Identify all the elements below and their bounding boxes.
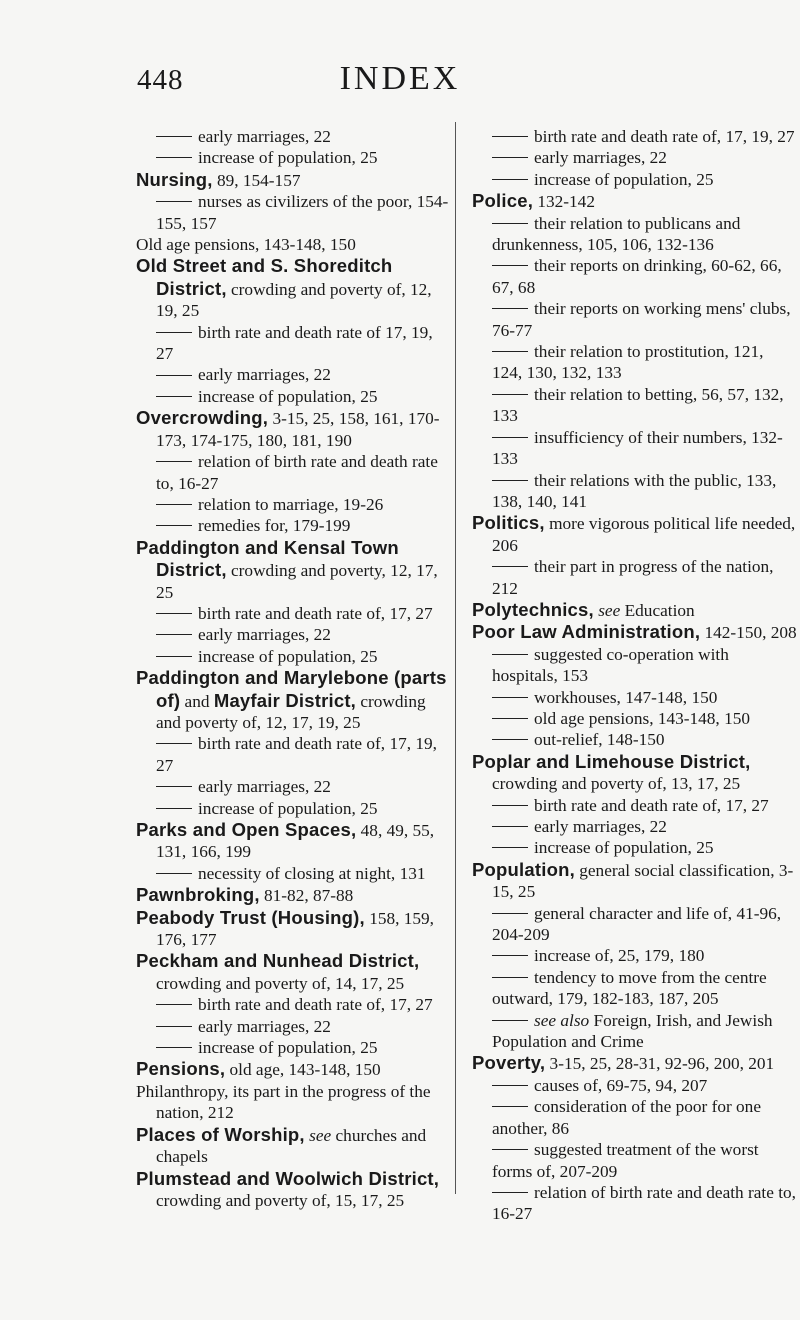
headword: Places of Worship, [136, 1123, 305, 1145]
index-subentry [136, 603, 454, 624]
index-entry-heading [136, 1058, 454, 1080]
index-subentry [472, 147, 797, 168]
subentry-text: birth rate and death rate of, 17, 27 [198, 603, 433, 623]
index-entry-heading [472, 751, 797, 795]
index-subentry [136, 646, 454, 667]
entry-text: crowding and poverty of, 13, 17, 25 [492, 774, 741, 794]
index-entry-heading [136, 169, 454, 191]
index-subentry [136, 624, 454, 645]
subentry-text: out-relief, 148-150 [534, 730, 665, 750]
entry-text: 3-15, 25, 28-31, 92-96, 200, 201 [545, 1054, 775, 1074]
entry-text: crowding and poverty of, 12, 19, 25 [156, 279, 432, 321]
index-subentry [472, 837, 797, 858]
subentry-text: increase of population, 25 [198, 148, 378, 168]
index-subentry [472, 1075, 797, 1096]
index-subentry [472, 556, 797, 599]
entry-text: 142-150, 208 [700, 623, 797, 643]
headword: Overcrowding, [136, 407, 269, 429]
ditto-dash [492, 697, 528, 698]
entry-text: churches and chapels [156, 1125, 427, 1167]
ditto-dash [156, 613, 192, 614]
ditto-dash [156, 375, 192, 376]
index-entry-heading [472, 621, 797, 643]
subentry-text: necessity of closing at night, 131 [198, 863, 426, 883]
subentry-text: birth rate and death rate of, 17, 19, 27 [534, 127, 795, 146]
entry-text: 89, 154-157 [212, 170, 301, 190]
ditto-dash [156, 1047, 192, 1048]
index-subentry [472, 816, 797, 837]
ditto-dash [492, 394, 528, 395]
ditto-dash [156, 136, 192, 137]
index-entry-heading [472, 190, 797, 212]
entry-text: and [180, 691, 214, 711]
subentry-text: tendency to move from the centre outward, 179, 182-183, 187, 205 [492, 967, 767, 1009]
see-text: see [309, 1125, 332, 1145]
headword: Politics, [472, 512, 545, 534]
subentry-text: birth rate and death rate of, 17, 27 [198, 995, 433, 1015]
index-subentry [136, 386, 454, 407]
index-subentry [472, 1096, 797, 1139]
headword: Poplar and Limehouse District, [472, 750, 751, 772]
index-entry-heading [136, 950, 454, 994]
headword: Polytechnics, [472, 598, 594, 620]
subentry-text: consideration of the poor for one another, 86 [492, 1097, 761, 1138]
subentry-text: insufficiency of their numbers, 132-133 [492, 427, 783, 469]
index-subentry [136, 147, 454, 168]
page-title: INDEX [339, 60, 461, 97]
ditto-dash [492, 826, 528, 827]
headword: Mayfair District, [213, 689, 357, 711]
entry-text: crowding and poverty of, 15, 17, 25 [156, 1190, 405, 1210]
subentry-text: their relation to betting, 56, 57, 132, 133 [492, 384, 784, 426]
entry-text: more vigorous political life needed, 206 [492, 514, 796, 555]
subentry-text: increase of population, 25 [534, 169, 714, 189]
entry-text: 48, 49, 55, 131, 166, 199 [156, 821, 435, 862]
ditto-dash [156, 1004, 192, 1005]
index-entry-heading [472, 512, 797, 556]
index-subentry [136, 994, 454, 1015]
headword: Peabody Trust (Housing), [136, 906, 365, 928]
headword: Old Street and S. Shoreditch District, [136, 255, 393, 299]
subentry-text: early marriages, 22 [198, 127, 331, 146]
subentry-text: nurses as civilizers of the poor, 154-155, 157 [156, 192, 449, 233]
headword: Poor Law Administration, [472, 621, 701, 643]
index-column-right [472, 126, 797, 1225]
subentry-text: causes of, 69-75, 94, 207 [534, 1075, 708, 1095]
index-subentry [472, 687, 797, 708]
index-subentry [136, 798, 454, 819]
index-subentry [472, 126, 797, 147]
entry-text: old age, 143-148, 150 [225, 1060, 381, 1080]
ditto-dash [492, 1020, 528, 1021]
ditto-dash [156, 396, 192, 397]
headword: Police, [472, 190, 534, 212]
subentry-text: early marriages, 22 [198, 625, 331, 645]
entry-text: Education [620, 600, 695, 620]
subentry-text: workhouses, 147-148, 150 [534, 687, 718, 707]
index-subentry [472, 644, 797, 687]
index-subentry [472, 169, 797, 190]
ditto-dash [156, 332, 192, 333]
entry-text: general social classification, 3-15, 25 [492, 860, 794, 902]
headword: Plumstead and Woolwich District, [136, 1167, 440, 1189]
subentry-text: birth rate and death rate of, 17, 19, 27 [156, 734, 437, 775]
ditto-dash [156, 1026, 192, 1027]
index-subentry [472, 213, 797, 256]
entry-text: crowding and poverty of, 14, 17, 25 [156, 973, 405, 993]
subentry-text: their relation to publicans and drunkenness, 105, 106, 132-136 [492, 213, 741, 255]
headword: Paddington and Marylebone (parts of) [136, 667, 447, 711]
index-subentry [472, 1182, 797, 1225]
entry-text: Old age pensions, 143-148, 150 [136, 235, 356, 255]
ditto-dash [492, 913, 528, 914]
index-subentry [136, 1016, 454, 1037]
ditto-dash [156, 808, 192, 809]
index-subentry [136, 1037, 454, 1058]
column-divider [455, 122, 456, 1194]
subentry-text: relation to marriage, 19-26 [198, 494, 384, 514]
index-entry-heading [136, 884, 454, 906]
subentry-text: their reports on drinking, 60-62, 66, 67, 68 [492, 256, 782, 297]
index-subentry [136, 364, 454, 385]
index-subentry [472, 795, 797, 816]
ditto-dash [492, 265, 528, 266]
subentry-text: early marriages, 22 [534, 817, 667, 836]
ditto-dash [492, 718, 528, 719]
ditto-dash [492, 739, 528, 740]
entry-text: crowding and poverty, 12, 17, 25 [156, 561, 438, 602]
subentry-text: old age pensions, 143-148, 150 [534, 708, 750, 728]
subentry-text: suggested treatment of the worst forms of, 207-209 [492, 1140, 759, 1181]
headword: Poverty, [472, 1052, 546, 1074]
index-subentry [136, 515, 454, 536]
index-subentry [136, 191, 454, 234]
ditto-dash [156, 504, 192, 505]
subentry-text: early marriages, 22 [198, 777, 331, 797]
ditto-dash [156, 656, 192, 657]
ditto-dash [492, 977, 528, 978]
index-subentry [136, 733, 454, 776]
index-subentry [472, 1139, 797, 1182]
subentry-text: Foreign, Irish, and Jewish Population and Crime [492, 1010, 773, 1052]
ditto-dash [492, 847, 528, 848]
index-subentry [472, 255, 797, 298]
subentry-text: their part in progress of the nation, 212 [492, 557, 774, 598]
ditto-dash [492, 566, 528, 567]
headword: Pensions, [136, 1058, 226, 1080]
index-entry-heading [136, 907, 454, 951]
ditto-dash [492, 1085, 528, 1086]
see-also-text: see also [534, 1010, 590, 1030]
entry-text: 3-15, 25, 158, 161, 170-173, 174-175, 180, 181, 190 [156, 409, 440, 450]
subentry-text: early marriages, 22 [198, 365, 331, 385]
index-entry-heading [136, 407, 454, 451]
ditto-dash [492, 1106, 528, 1107]
subentry-text: their reports on working mens' clubs, 76-77 [492, 299, 791, 340]
ditto-dash [492, 223, 528, 224]
ditto-dash [156, 873, 192, 874]
subentry-text: their relation to prostitution, 121, 124, 130, 132, 133 [492, 342, 764, 383]
ditto-dash [156, 201, 192, 202]
page-header [0, 52, 800, 102]
ditto-dash [492, 179, 528, 180]
index-subentry [136, 322, 454, 365]
headword: Pawnbroking, [136, 884, 260, 906]
index-subentry [136, 126, 454, 147]
index-subentry [136, 451, 454, 494]
index-entry-heading [136, 537, 454, 603]
entry-text: 81-82, 87-88 [259, 886, 354, 906]
ditto-dash [492, 805, 528, 806]
index-subentry [472, 384, 797, 427]
subentry-text: birth rate and death rate of 17, 19, 27 [156, 322, 433, 364]
index-subentry [472, 967, 797, 1010]
index-entry-heading [136, 1124, 454, 1168]
index-subentry [136, 776, 454, 797]
index-subentry [136, 494, 454, 515]
ditto-dash [156, 634, 192, 635]
subentry-text: increase of population, 25 [534, 838, 714, 858]
index-subentry [472, 708, 797, 729]
subentry-text: increase of population, 25 [198, 798, 378, 818]
index-entry-heading [472, 1052, 797, 1074]
subentry-text: increase of population, 25 [198, 1038, 378, 1058]
subentry-text: early marriages, 22 [534, 148, 667, 168]
ditto-dash [156, 743, 192, 744]
ditto-dash [492, 955, 528, 956]
index-subentry [472, 945, 797, 966]
subentry-text: suggested co-operation with hospitals, 153 [492, 644, 729, 686]
index-subentry [472, 298, 797, 341]
index-subentry [472, 729, 797, 750]
index-column-left [136, 126, 454, 1211]
index-subentry [136, 863, 454, 884]
ditto-dash [156, 525, 192, 526]
subentry-text: birth rate and death rate of, 17, 27 [534, 795, 769, 815]
subentry-text: general character and life of, 41-96, 204-209 [492, 903, 782, 945]
entry-text: 132-142 [533, 192, 595, 212]
index-subentry [472, 1010, 797, 1053]
ditto-dash [492, 654, 528, 655]
ditto-dash [156, 461, 192, 462]
ditto-dash [492, 157, 528, 158]
subentry-text: increase of population, 25 [198, 386, 378, 406]
ditto-dash [492, 480, 528, 481]
headword: Peckham and Nunhead District, [136, 950, 420, 972]
ditto-dash [492, 437, 528, 438]
ditto-dash [492, 308, 528, 309]
see-text: see [598, 600, 621, 620]
index-entry-heading [136, 1168, 454, 1212]
headword: Paddington and Kensal Town District, [136, 536, 399, 581]
index-subentry [472, 470, 797, 513]
ditto-dash [156, 157, 192, 158]
subentry-text: increase of, 25, 179, 180 [534, 946, 705, 966]
index-subentry [472, 903, 797, 946]
page-number: 448 [137, 64, 184, 96]
index-entry [136, 1081, 454, 1124]
headword: Population, [472, 858, 575, 880]
ditto-dash [492, 351, 528, 352]
entry-text: Philanthropy, its part in the progress of the nation, 212 [136, 1081, 431, 1123]
ditto-dash [492, 136, 528, 137]
subentry-text: relation of birth rate and death rate to, 16-27 [492, 1182, 796, 1224]
index-entry-heading [136, 819, 454, 863]
subentry-text: their relations with the public, 133, 138, 140, 141 [492, 470, 777, 511]
index-entry [136, 234, 454, 255]
index-subentry [472, 341, 797, 384]
index-subentry [472, 427, 797, 470]
headword: Parks and Open Spaces, [136, 819, 357, 840]
index-entry-heading [136, 667, 454, 733]
subentry-text: remedies for, 179-199 [198, 516, 351, 536]
ditto-dash [156, 786, 192, 787]
ditto-dash [492, 1149, 528, 1150]
subentry-text: relation of birth rate and death rate to, 16-27 [156, 452, 438, 493]
index-entry-heading [472, 859, 797, 903]
subentry-text: increase of population, 25 [198, 646, 378, 666]
index-entry-heading [136, 255, 454, 321]
entry-text: crowding and poverty of, 12, 17, 19, 25 [156, 691, 426, 732]
ditto-dash [492, 1192, 528, 1193]
headword: Nursing, [136, 168, 213, 190]
entry-text: 158, 159, 176, 177 [156, 908, 434, 950]
index-entry-heading [472, 599, 797, 621]
subentry-text: early marriages, 22 [198, 1016, 331, 1036]
